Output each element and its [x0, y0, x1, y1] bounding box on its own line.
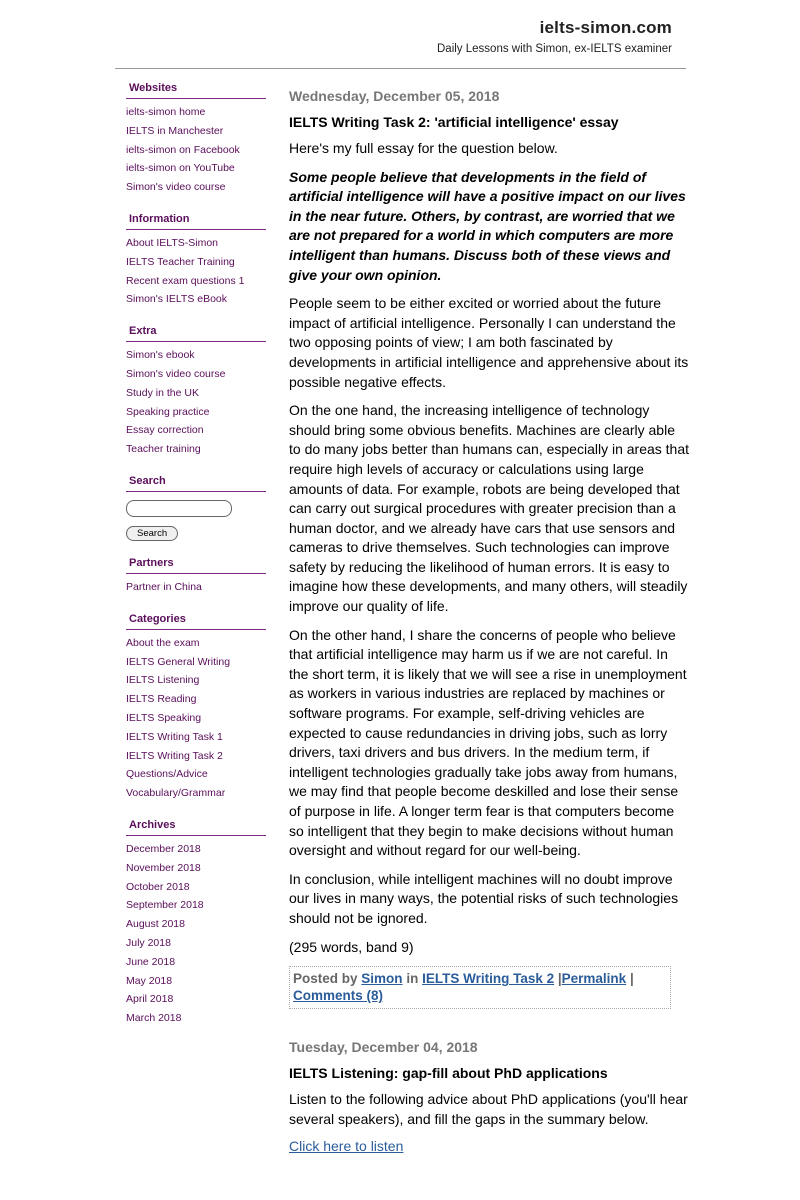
- sidebar-heading: Archives: [126, 817, 266, 836]
- sidebar-link[interactable]: Simon's ebook: [126, 349, 195, 362]
- separator: |: [557, 971, 562, 987]
- sidebar-link[interactable]: Essay correction: [126, 424, 204, 437]
- sidebar-link[interactable]: May 2018: [126, 974, 173, 987]
- sidebar-link[interactable]: October 2018: [126, 880, 190, 893]
- sidebar-link[interactable]: Questions/Advice: [126, 768, 208, 781]
- sidebar-heading: Information: [126, 211, 266, 230]
- sidebar: [126, 80, 266, 1042]
- post-title: IELTS Listening: gap-fill about PhD applications: [289, 1065, 608, 1082]
- posted-by-label: Posted by: [293, 971, 358, 987]
- essay-paragraph: On the other hand, I share the concerns of people who believe that artificial intelligence may harm us if we are not careful. In the short term, it is likely that we will see a rise in unemployment as workers in various industries are replaced by machines or software programs. For example, self-driving vehicles are expected to cause redundancies in driving jobs, such as lorry drivers, taxi drivers and bus drivers. In the medium term, if intelligent technologies gradually take jobs away from humans, we may find that people become deskilled and lose their sense of purpose in life. A longer term fear is that computers become so intelligent that they begin to make decisions without human oversight and without regard for our well-being.: [289, 626, 687, 859]
- essay-paragraph: People seem to be either excited or worried about the future impact of artificial intelligence. Personally I can understand the two opposing points of view; I am both fascinated by developments in artificial intelligence and apprehensive about its possible negative effects.: [289, 295, 689, 390]
- in-label: in: [406, 971, 419, 987]
- sidebar-link[interactable]: IELTS in Manchester: [126, 124, 224, 137]
- sidebar-link[interactable]: Simon's video course: [126, 367, 226, 380]
- post-title: IELTS Writing Task 2: 'artificial intelligence' essay: [289, 114, 619, 130]
- sidebar-link[interactable]: ielts-simon on YouTube: [126, 162, 235, 175]
- sidebar-link[interactable]: November 2018: [126, 861, 201, 874]
- sidebar-link[interactable]: ielts-simon home: [126, 106, 206, 118]
- sidebar-link[interactable]: About the exam: [126, 636, 200, 649]
- sidebar-link[interactable]: March 2018: [126, 1012, 182, 1025]
- site-title[interactable]: ielts-simon.com: [539, 18, 672, 37]
- search-button[interactable]: Search: [126, 526, 178, 541]
- post-date: Tuesday, December 04, 2018: [289, 1039, 478, 1056]
- site-header: [437, 18, 672, 55]
- post-date: Wednesday, December 05, 2018: [289, 88, 500, 104]
- separator: |: [629, 971, 634, 987]
- sidebar-link[interactable]: December 2018: [126, 842, 201, 855]
- site-subtitle: Daily Lessons with Simon, ex-IELTS examiner: [437, 43, 672, 55]
- sidebar-heading: Partners: [126, 555, 266, 574]
- sidebar-websites: [126, 80, 266, 197]
- sidebar-link[interactable]: About IELTS-Simon: [126, 236, 219, 249]
- sidebar-link[interactable]: Partner in China: [126, 580, 202, 593]
- sidebar-extra: [126, 323, 266, 459]
- sidebar-link[interactable]: IELTS General Writing: [126, 655, 231, 668]
- search-input[interactable]: [126, 500, 232, 517]
- sidebar-partners: [126, 555, 266, 597]
- category-link[interactable]: IELTS Writing Task 2: [422, 971, 555, 987]
- header-divider: [115, 68, 686, 69]
- sidebar-link[interactable]: July 2018: [126, 936, 171, 949]
- sidebar-link[interactable]: Speaking practice: [126, 405, 210, 418]
- word-count: (295 words, band 9): [289, 938, 414, 955]
- essay-paragraph: In conclusion, while intelligent machines will no doubt improve our lives in many ways, the potential risks of such technologies should not be ignored.: [289, 870, 679, 926]
- main-content: [289, 88, 689, 1156]
- sidebar-link[interactable]: IELTS Listening: [126, 674, 200, 687]
- sidebar-heading: Extra: [126, 323, 266, 342]
- sidebar-link[interactable]: Simon's video course: [126, 181, 226, 194]
- sidebar-information: [126, 211, 266, 309]
- post-intro: Listen to the following advice about PhD applications (you'll hear several speakers), and fill the gaps in the summary below.: [289, 1091, 688, 1127]
- essay-question: Some people believe that developments in the field of artificial intelligence will have a positive impact on our lives in the near future. Others, by contrast, are worried that we are not prepared for a world in which computers are more intelligent than humans. Discuss both of these views and give your own opinion.: [289, 168, 686, 283]
- sidebar-link[interactable]: ielts-simon on Facebook: [126, 143, 240, 156]
- post-entry: [289, 88, 689, 1009]
- sidebar-link[interactable]: June 2018: [126, 955, 176, 968]
- sidebar-categories: [126, 611, 266, 803]
- permalink-link[interactable]: Permalink: [561, 971, 627, 987]
- sidebar-link[interactable]: IELTS Writing Task 2: [126, 749, 223, 762]
- listen-link[interactable]: Click here to listen: [289, 1138, 404, 1155]
- sidebar-heading: Websites: [126, 80, 266, 99]
- sidebar-link[interactable]: IELTS Speaking: [126, 711, 202, 724]
- essay-paragraph: On the one hand, the increasing intelligence of technology should bring some obvious benefits. Machines are clearly able to do many jobs better than humans can, especially in areas that require high levels of accuracy or calculations using large amounts of data. For example, robots are being developed that can carry out surgical procedures with greater precision than a human doctor, and we already have cars that use sensors and cameras to drive themselves. Such technologies can improve safety by reducing the likelihood of human errors. It is easy to imagine how these developments, and many others, will steadily improve our quality of life.: [289, 402, 690, 615]
- sidebar-link[interactable]: Recent exam questions 1: [126, 274, 245, 287]
- sidebar-link[interactable]: September 2018: [126, 899, 204, 912]
- sidebar-link[interactable]: IELTS Teacher Training: [126, 255, 235, 268]
- sidebar-link[interactable]: August 2018: [126, 918, 185, 931]
- sidebar-link[interactable]: Vocabulary/Grammar: [126, 787, 226, 800]
- post-intro: Here's my full essay for the question below.: [289, 140, 558, 156]
- author-link[interactable]: Simon: [361, 971, 403, 987]
- sidebar-heading: Search: [126, 473, 266, 492]
- sidebar-link[interactable]: Teacher training: [126, 443, 201, 456]
- sidebar-link[interactable]: Study in the UK: [126, 386, 199, 399]
- comments-link[interactable]: Comments (8): [293, 988, 384, 1004]
- sidebar-link[interactable]: IELTS Reading: [126, 693, 197, 706]
- sidebar-search: [126, 473, 266, 541]
- post-entry: [289, 1039, 689, 1156]
- sidebar-heading: Categories: [126, 611, 266, 630]
- post-footer: [289, 966, 671, 1009]
- sidebar-archives: [126, 817, 266, 1028]
- sidebar-link[interactable]: April 2018: [126, 993, 174, 1006]
- sidebar-link[interactable]: IELTS Writing Task 1: [126, 730, 223, 743]
- sidebar-link[interactable]: Simon's IELTS eBook: [126, 293, 228, 306]
